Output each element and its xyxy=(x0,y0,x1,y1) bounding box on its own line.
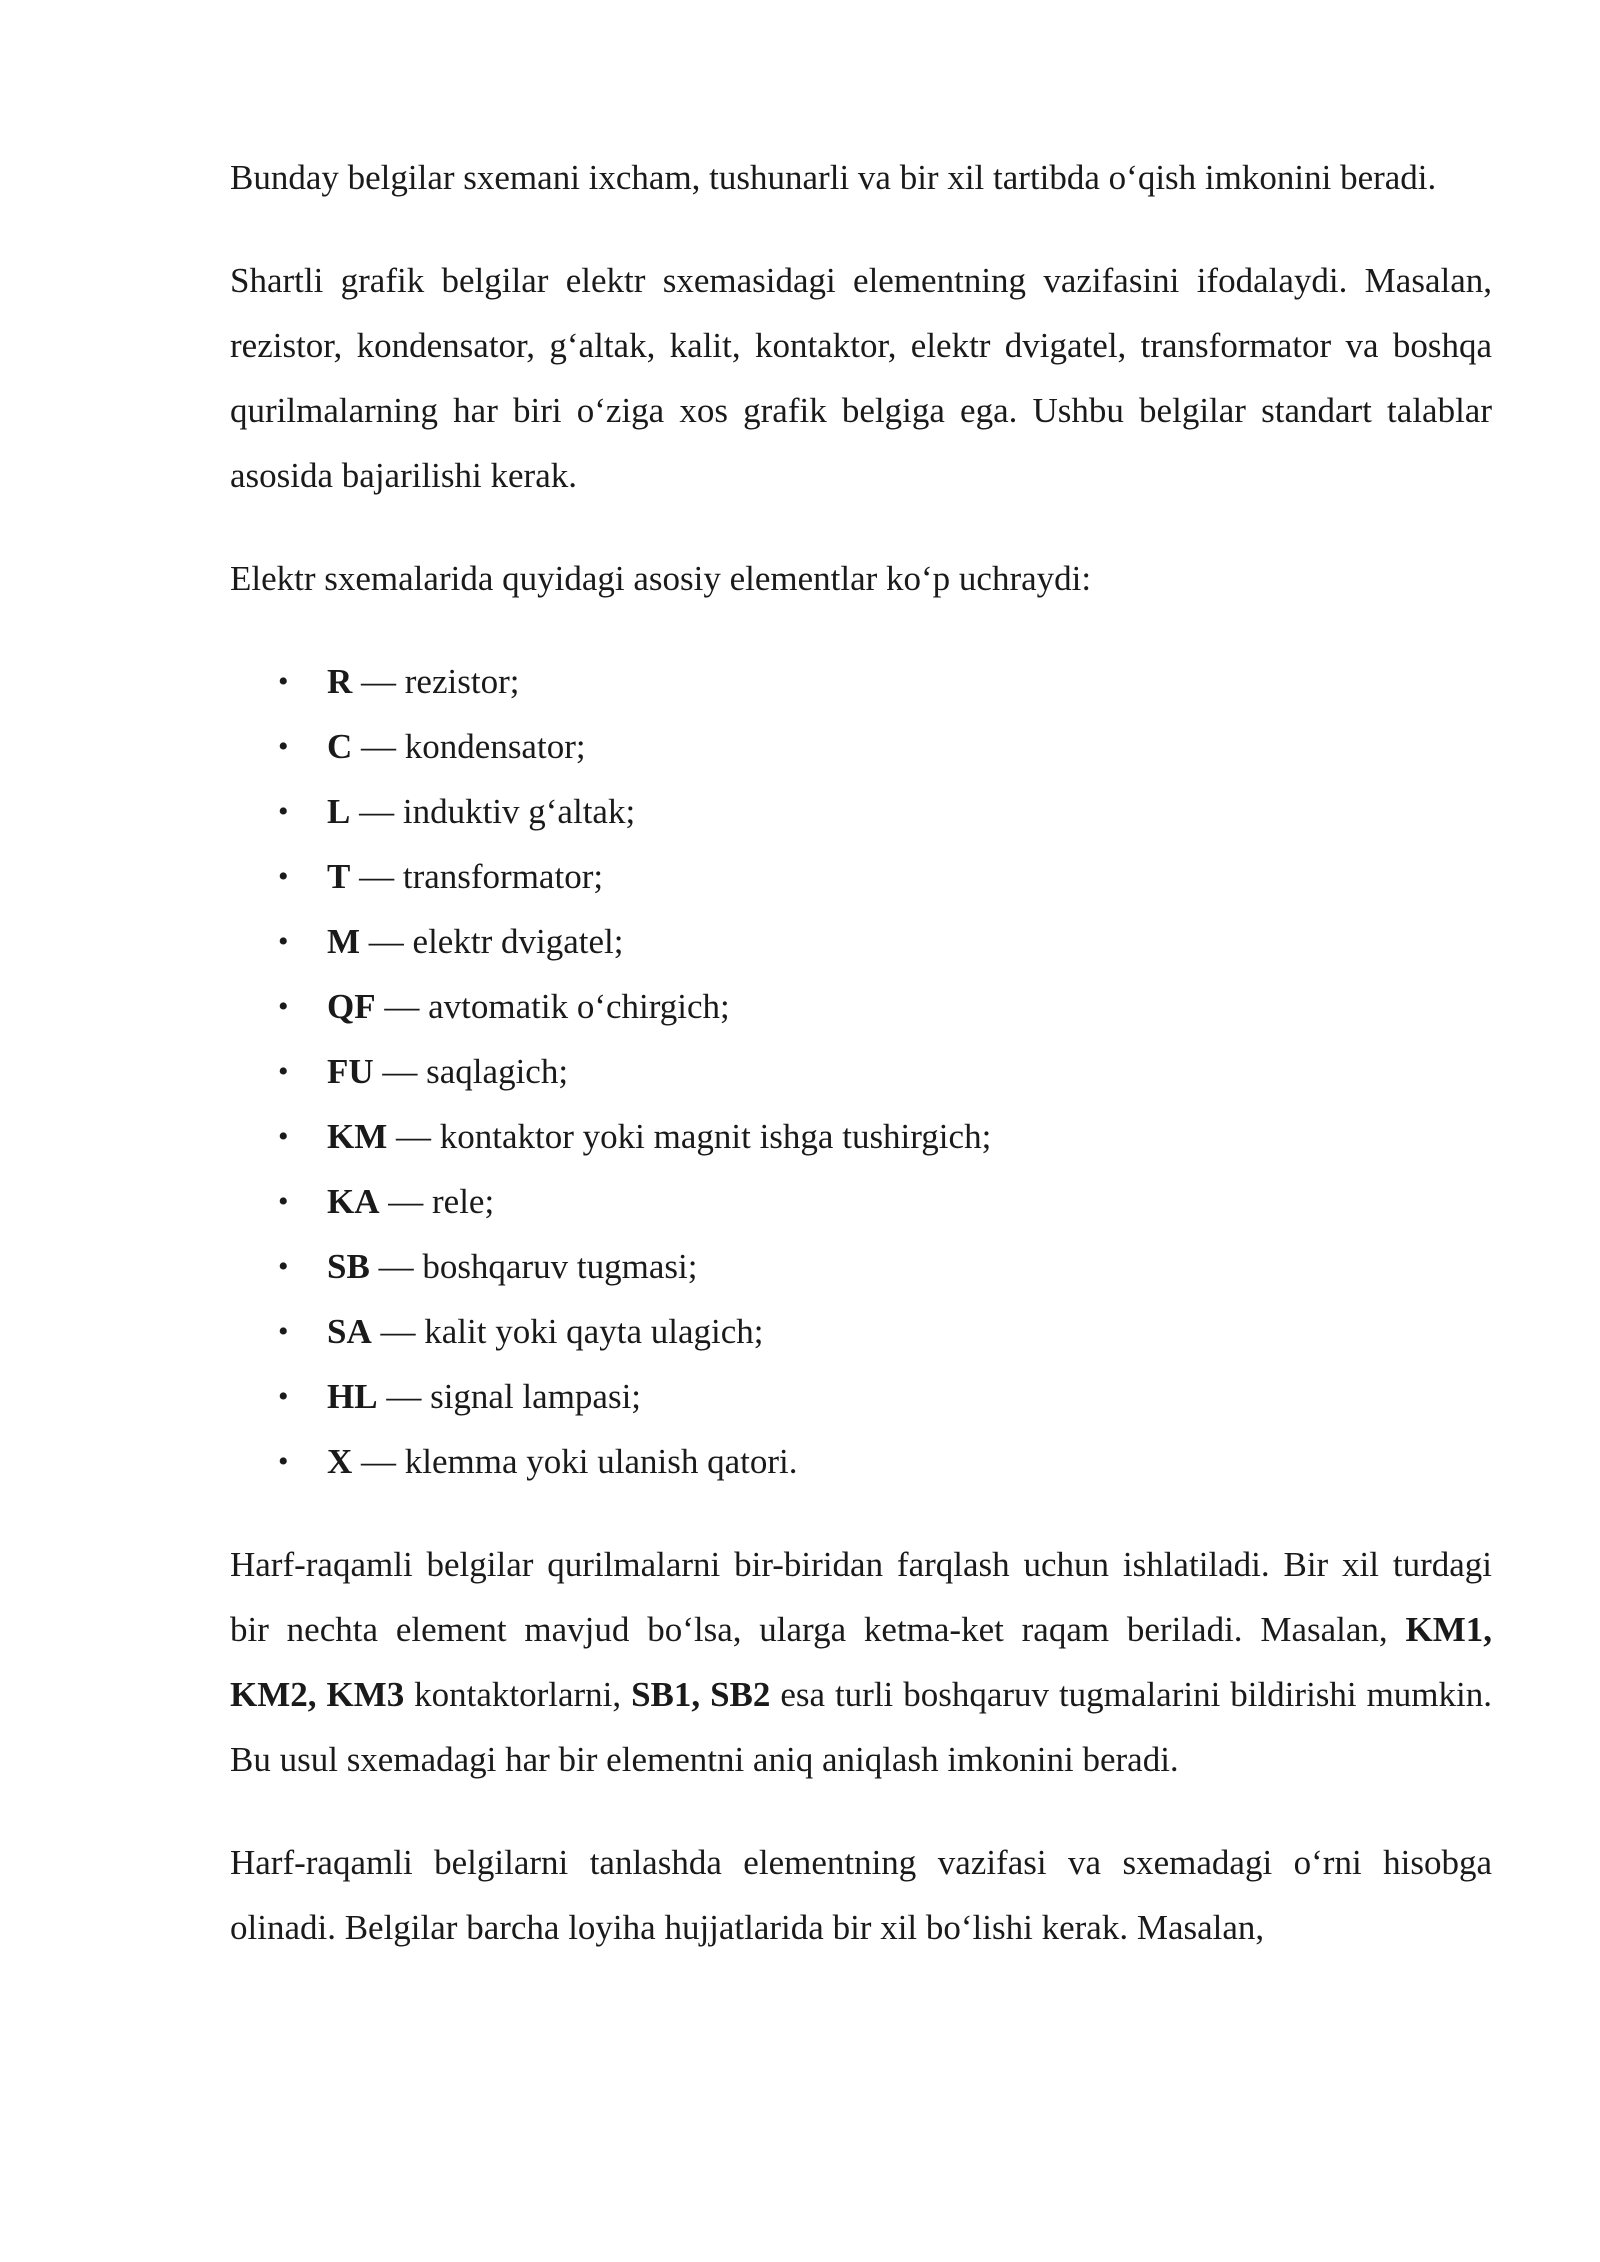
element-code: T xyxy=(327,857,351,896)
list-item xyxy=(230,974,1492,1039)
paragraph-text: esa turli boshqaruv tugmalarini bildirishi mumkin. Bu usul sxemadagi har bir elementni aniq aniqlash imkonini beradi. xyxy=(230,1675,1492,1779)
paragraph-text: kontaktorlarni, xyxy=(404,1675,632,1714)
element-description: — transformator; xyxy=(350,857,604,896)
element-code: R xyxy=(327,662,353,701)
bullet-icon: • xyxy=(278,1315,289,1348)
paragraph-graphic-symbols: Shartli grafik belgilar elektr sxemasidagi elementning vazifasini ifodalaydi. Masalan, rezistor, kondensator, g‘altak, kalit, kontaktor, elektr dvigatel, transformator va boshqa qurilmalarning har biri o‘ziga xos grafik belgiga ega. Ushbu belgilar standart talablar asosida bajarilishi kerak. xyxy=(230,261,1492,495)
list-item xyxy=(230,1364,1492,1429)
contactor-codes: KM1, KM2, KM3 xyxy=(230,1610,1492,1714)
list-item xyxy=(230,1039,1492,1104)
list-item xyxy=(230,909,1492,974)
bullet-icon: • xyxy=(278,990,289,1023)
bullet-icon: • xyxy=(278,1445,289,1478)
paragraph-intro: Bunday belgilar sxemani ixcham, tushunarli va bir xil tartibda o‘qish imkonini beradi. xyxy=(230,158,1437,197)
document-page xyxy=(230,145,1492,1998)
element-code: M xyxy=(327,922,361,961)
list-item xyxy=(230,649,1492,714)
list-item xyxy=(230,1234,1492,1299)
element-code: SA xyxy=(327,1312,372,1351)
element-description: — avtomatik o‘chirgich; xyxy=(375,987,730,1026)
element-code: X xyxy=(327,1442,353,1481)
list-item xyxy=(230,714,1492,779)
element-code: KA xyxy=(327,1182,380,1221)
bullet-icon: • xyxy=(278,925,289,958)
button-codes: SB1, SB2 xyxy=(631,1675,771,1714)
element-code: KM xyxy=(327,1117,388,1156)
paragraph-list-intro: Elektr sxemalarida quyidagi asosiy elementlar ko‘p uchraydi: xyxy=(230,559,1092,598)
element-description: — kondensator; xyxy=(352,727,586,766)
list-item xyxy=(230,1299,1492,1364)
bullet-icon: • xyxy=(278,730,289,763)
bullet-icon: • xyxy=(278,1055,289,1088)
bullet-icon: • xyxy=(278,665,289,698)
bullet-icon: • xyxy=(278,1185,289,1218)
bullet-icon: • xyxy=(278,1380,289,1413)
list-item xyxy=(230,844,1492,909)
element-description: — rezistor; xyxy=(352,662,520,701)
paragraph-text: Harf-raqamli belgilar qurilmalarni bir-biridan farqlash uchun ishlatiladi. Bir xil turdagi bir nechta element mavjud bo‘lsa, ularga ketma-ket raqam beriladi. Masalan, xyxy=(230,1545,1492,1649)
element-description: — induktiv g‘altak; xyxy=(350,792,636,831)
paragraph-code-selection: Harf-raqamli belgilarni tanlashda elementning vazifasi va sxemadagi o‘rni hisobga olinadi. Belgilar barcha loyiha hujjatlarida bir xil bo‘lishi kerak. Masalan, xyxy=(230,1843,1492,1947)
element-code: HL xyxy=(327,1377,378,1416)
element-description: — rele; xyxy=(379,1182,495,1221)
list-item xyxy=(230,1169,1492,1234)
paragraph-alphanumeric-codes xyxy=(230,1532,1492,1792)
bullet-icon: • xyxy=(278,795,289,828)
bullet-icon: • xyxy=(278,1120,289,1153)
bullet-icon: • xyxy=(278,860,289,893)
list-item xyxy=(230,1104,1492,1169)
list-item xyxy=(230,779,1492,844)
element-code: FU xyxy=(327,1052,374,1091)
element-description: — kontaktor yoki magnit ishga tushirgich; xyxy=(387,1117,992,1156)
element-description: — kalit yoki qayta ulagich; xyxy=(371,1312,764,1351)
bullet-icon: • xyxy=(278,1250,289,1283)
element-code: C xyxy=(327,727,353,766)
element-description: — signal lampasi; xyxy=(377,1377,642,1416)
element-description: — boshqaruv tugmasi; xyxy=(369,1247,698,1286)
element-code: QF xyxy=(327,987,376,1026)
element-code: L xyxy=(327,792,351,831)
element-codes-list xyxy=(230,649,1492,1494)
element-description: — klemma yoki ulanish qatori. xyxy=(352,1442,798,1481)
list-item xyxy=(230,1429,1492,1494)
element-description: — saqlagich; xyxy=(373,1052,569,1091)
element-code: SB xyxy=(327,1247,370,1286)
element-description: — elektr dvigatel; xyxy=(360,922,624,961)
